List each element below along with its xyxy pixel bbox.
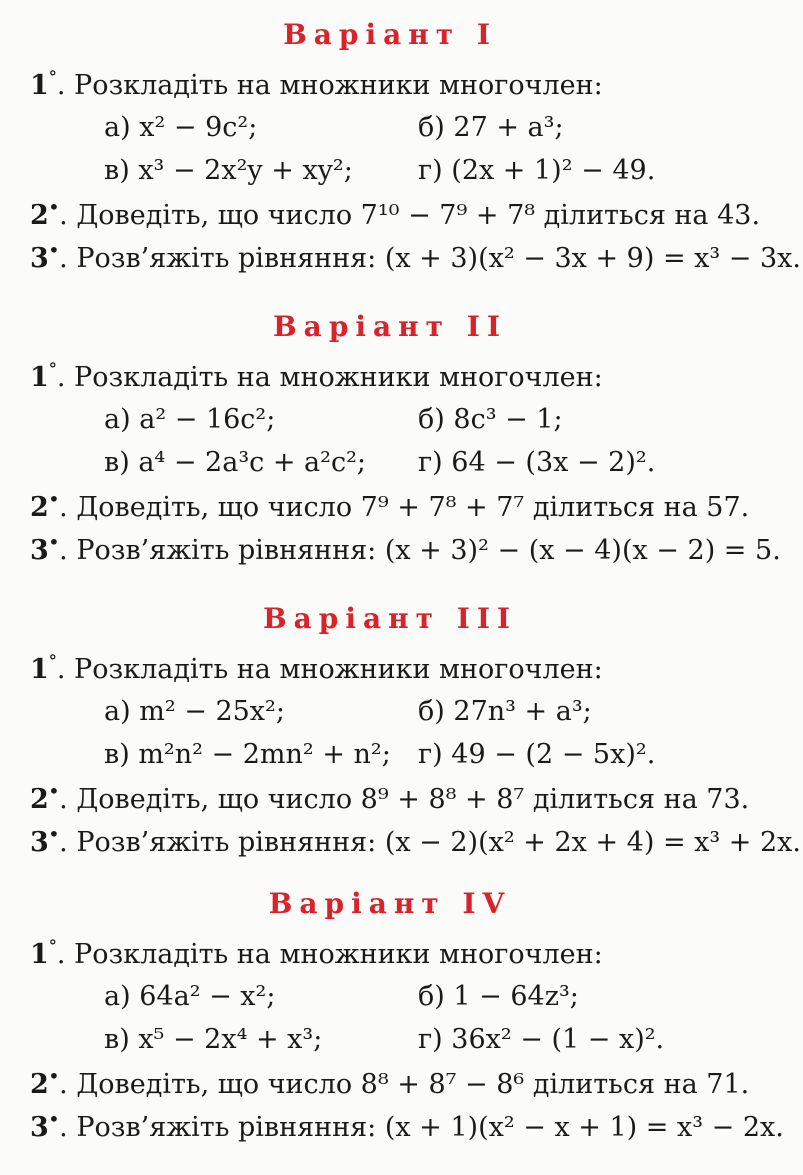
task-text: . Доведіть, що число 7¹⁰ − 7⁹ + 7⁸ ділиться на 43.	[59, 200, 761, 231]
variant-3	[0, 584, 803, 874]
task-2	[30, 1066, 750, 1101]
item-b: б) 27 + a³;	[418, 112, 564, 143]
item-g: г) 36x² − (1 − x)².	[418, 1024, 665, 1055]
item-a: а) 64a² − x²;	[104, 981, 276, 1012]
item-v: в) m²n² − 2mn² + n²;	[104, 739, 391, 770]
task-3	[30, 532, 781, 567]
task-number: 2•	[30, 781, 60, 815]
variant-title: Варіант III	[262, 602, 518, 635]
task-number: 3•	[30, 532, 60, 566]
item-g: г) 49 − (2 − 5x)².	[418, 739, 656, 770]
task-3	[30, 824, 801, 859]
task-1	[30, 359, 603, 394]
task-3	[30, 240, 801, 275]
task-text: . Доведіть, що число 8⁹ + 8⁸ + 8⁷ ділиться на 73.	[59, 784, 750, 815]
task-text: . Розв’яжіть рівняння: (x + 3)² − (x − 4)(x − 2) = 5.	[59, 535, 781, 566]
task-2	[30, 197, 761, 232]
task-number: 2•	[30, 197, 60, 231]
task-number: 3•	[30, 1109, 60, 1143]
variant-title: Варіант II	[273, 310, 507, 343]
task-2	[30, 489, 750, 524]
item-g: г) 64 − (3x − 2)².	[418, 447, 656, 478]
task-text: . Розкладіть на множники многочлен:	[56, 362, 603, 393]
task-1	[30, 936, 603, 971]
task-text: . Розкладіть на множники многочлен:	[56, 654, 603, 685]
task-text: . Розв’яжіть рівняння: (x − 2)(x² + 2x + 4) = x³ + 2x.	[59, 827, 801, 858]
item-a: а) m² − 25x²;	[104, 696, 285, 727]
item-v: в) x⁵ − 2x⁴ + x³;	[104, 1024, 323, 1055]
task-text: . Розкладіть на множники многочлен:	[56, 70, 603, 101]
item-b: б) 8c³ − 1;	[418, 404, 563, 435]
item-b: б) 27n³ + a³;	[418, 696, 592, 727]
item-a: а) x² − 9c²;	[104, 112, 258, 143]
variant-4	[0, 869, 803, 1159]
task-2	[30, 781, 750, 816]
item-b: б) 1 − 64z³;	[418, 981, 579, 1012]
task-number: 2•	[30, 1066, 60, 1100]
task-text: . Доведіть, що число 7⁹ + 7⁸ + 7⁷ ділиться на 57.	[59, 492, 750, 523]
task-text: . Розкладіть на множники многочлен:	[56, 939, 603, 970]
task-1	[30, 67, 603, 102]
item-g: г) (2x + 1)² − 49.	[418, 155, 656, 186]
task-3	[30, 1109, 784, 1144]
item-v: в) x³ − 2x²y + xy²;	[104, 155, 353, 186]
task-number: 1°	[30, 651, 57, 685]
task-text: . Доведіть, що число 8⁸ + 8⁷ − 8⁶ ділиться на 71.	[59, 1069, 750, 1100]
task-number: 3•	[30, 824, 60, 858]
task-number: 2•	[30, 489, 60, 523]
variant-2	[0, 292, 803, 582]
task-number: 1°	[30, 359, 57, 393]
task-number: 1°	[30, 936, 57, 970]
variant-1	[0, 0, 803, 290]
item-v: в) a⁴ − 2a³c + a²c²;	[104, 447, 367, 478]
variant-title: Варіант IV	[268, 887, 512, 920]
task-number: 3•	[30, 240, 60, 274]
task-number: 1°	[30, 67, 57, 101]
variant-title: Варіант I	[283, 18, 497, 51]
task-1	[30, 651, 603, 686]
item-a: а) a² − 16c²;	[104, 404, 276, 435]
task-text: . Розв’яжіть рівняння: (x + 1)(x² − x + 1) = x³ − 2x.	[59, 1112, 784, 1143]
task-text: . Розв’яжіть рівняння: (x + 3)(x² − 3x + 9) = x³ − 3x.	[59, 243, 801, 274]
